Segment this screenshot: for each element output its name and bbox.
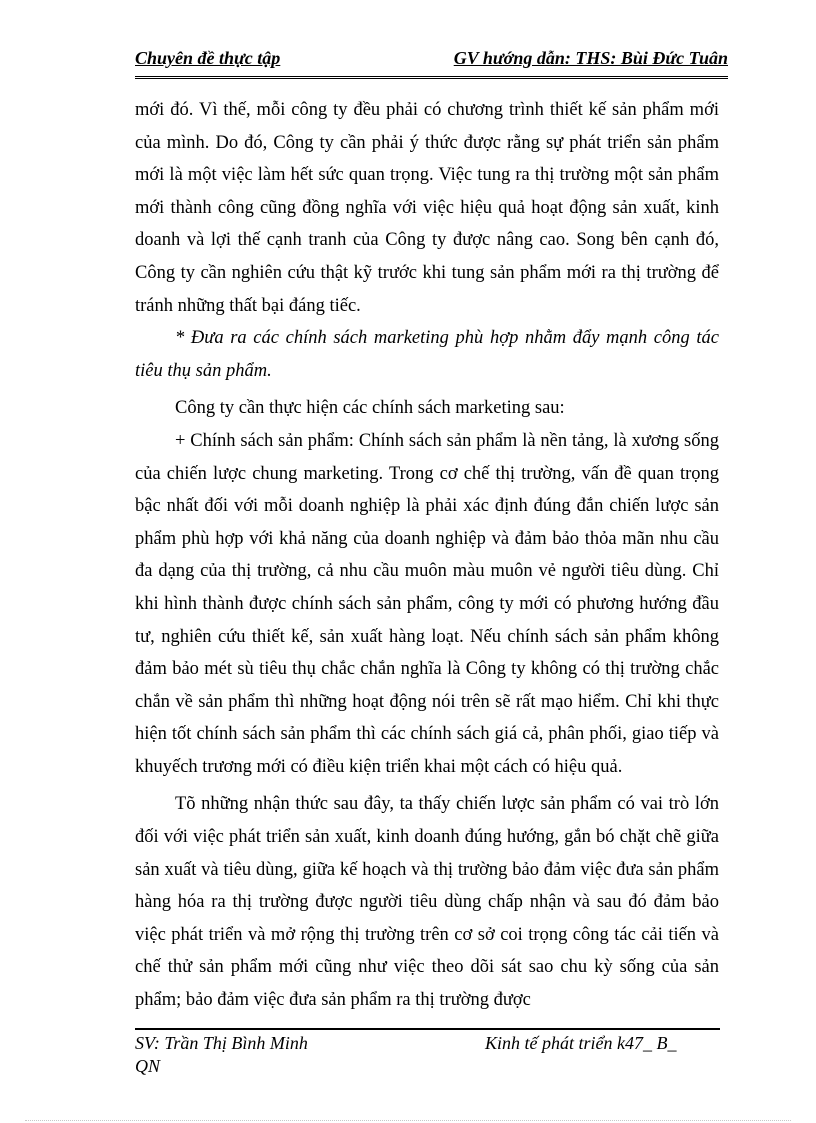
footer-divider	[135, 1028, 720, 1030]
header-title: Chuyên đề thực tập	[135, 48, 281, 68]
paragraph: mới đó. Vì thế, mỗi công ty đều phải có chương trình thiết kế sản phẩm mới của mình. Do đó, Công ty cần phải ý thức được rằng sự phát triển sản phẩm mới là một việc làm hết sức quan trọng. Việc tung ra thị trường một sản phẩm mới thành công cũng đồng nghĩa với việc hiệu quả hoạt động sản xuất, kinh doanh và lợi thế cạnh tranh của Công ty được nâng cao. Song bên cạnh đó, Công ty cần nghiên cứu thật kỹ trước khi tung sản phẩm mới ra thị trường để tránh những thất bại đáng tiếc.	[135, 100, 719, 316]
page-edge-divider	[25, 1120, 791, 1121]
footer-class: Kinh tế phát triển k47_ B_	[485, 1033, 677, 1053]
paragraph: Công ty cần thực hiện các chính sách marketing sau:	[175, 398, 565, 419]
footer-class-continuation: QN	[135, 1056, 161, 1076]
paragraph: Tõ những nhận thức sau đây, ta thấy chiến lược sản phẩm có vai trò lớn đối với việc phát triển sản xuất, kinh doanh đúng hướng, gắn bó chặt chẽ giữa sản xuất và tiêu dùng, giữa kế hoạch và thị trường bảo đảm việc đưa sản phẩm hàng hóa ra thị trường được người tiêu dùng chấp nhận và sau đó đảm bảo việc phát triển và mở rộng thị trường trên cơ sở coi trọng công tác cải tiến và chế thử sản phẩm mới cũng như việc theo dõi sát sao chu kỳ sống của sản phẩm; bảo đảm việc đưa sản phẩm ra thị trường được	[135, 794, 719, 1011]
paragraph: + Chính sách sản phẩm: Chính sách sản phẩm là nền tảng, là xương sống của chiến lược chung marketing. Trong cơ chế thị trường, vấn đề quan trọng bậc nhất đối với mỗi doanh nghiệp là phải xác định đúng đắn chiến lược sản phẩm phù hợp với khả năng của doanh nghiệp và đảm bảo thỏa mãn nhu cầu đa dạng của thị trường, cả nhu cầu muôn màu muôn vẻ người tiêu dùng. Chỉ khi hình thành được chính sách sản phẩm, công ty mới có phương hướng đầu tư, nghiên cứu thiết kế, sản xuất hàng loạt. Nếu chính sách sản phẩm không đảm bảo mét sù tiêu thụ chắc chắn nghĩa là Công ty không có thị trường chắc chắn về sản phẩm thì những hoạt động nói trên sẽ rất mạo hiểm. Chỉ khi thực hiện tốt chính sách sản phẩm thì các chính sách giá cả, phân phối, giao tiếp và khuyếch trương mới có điều kiện triển khai một cách có hiệu quả.	[135, 430, 719, 777]
document-body	[135, 94, 719, 1017]
header-advisor: GV hướng dẫn: THS: Bùi Đức Tuân	[453, 48, 728, 68]
page-header	[135, 46, 728, 79]
paragraph-italic-heading: * Đưa ra các chính sách marketing phù hợp nhằm đẩy mạnh công tác tiêu thụ sản phẩm.	[135, 328, 719, 381]
footer-student: SV: Trần Thị Bình Minh	[135, 1033, 308, 1053]
